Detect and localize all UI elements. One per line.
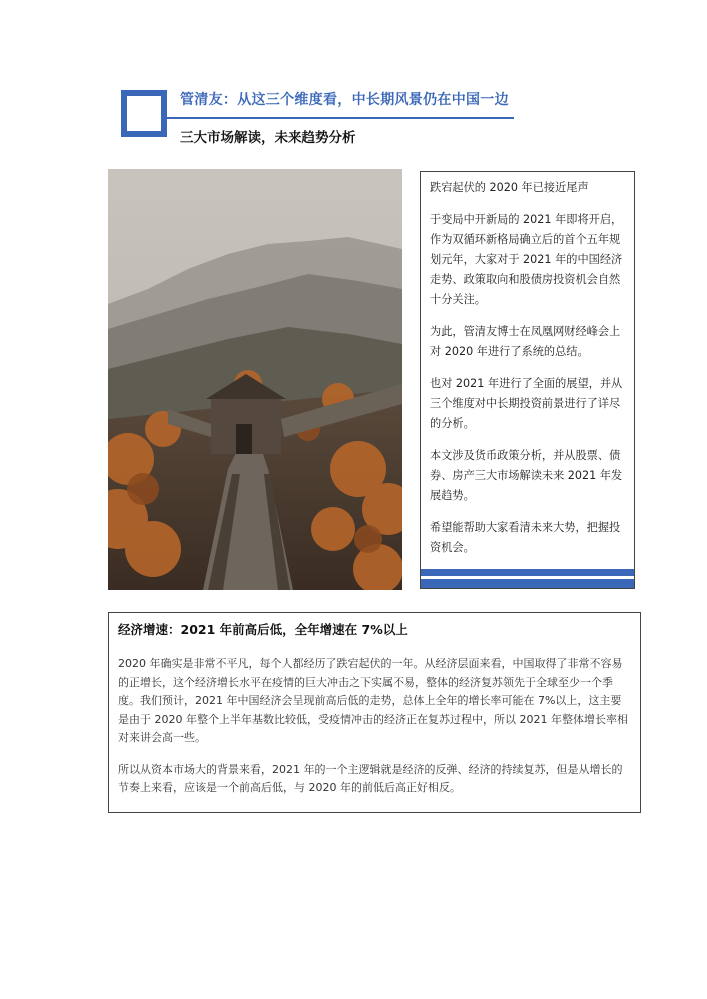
page-title: 管清友：从这三个维度看，中长期风景仍在中国一边 (180, 92, 509, 108)
intro-paragraph: 于变局中开新局的 2021 年即将开启，作为双循环新格局确立后的首个五年规划元年，大家对于 2021 年的中国经济走势、政策取向和股债房投资机会自然十分关注。 (430, 213, 623, 306)
economy-section (108, 612, 641, 813)
intro-paragraph: 本文涉及货币政策分析，并从股票、债券、房产三大市场解读未来 2021 年发展趋势。 (430, 449, 623, 502)
title-underline (167, 117, 514, 119)
intro-sidebar (420, 171, 635, 589)
section-body (118, 655, 632, 811)
intro-paragraph: 跌宕起伏的 2020 年已接近尾声 (430, 181, 589, 194)
great-wall-photo (108, 169, 402, 590)
intro-paragraph: 也对 2021 年进行了全面的展望，并从三个维度对中长期投资前景进行了详尽的分析。 (430, 377, 623, 430)
sidebar-accent-band (421, 579, 634, 588)
header-square-icon (121, 90, 167, 137)
intro-paragraph: 为此，管清友博士在凤凰网财经峰会上对 2020 年进行了系统的总结。 (430, 325, 621, 358)
page-subtitle: 三大市场解读，未来趋势分析 (180, 130, 356, 146)
body-paragraph: 2020 年确实是非常不平凡，每个人都经历了跌宕起伏的一年。从经济层面来看，中国取得了非常不容易的正增长，这个经济增长水平在疫情的巨大冲击之下实属不易，整体的经济复苏领先于全球至少一个季度。我们预计，2021 年中国经济会呈现前高后低的走势，总体上全年的增长率可能在 7%以上，这主要是由于 2020 年整个上半年基数比较低，受疫情冲击的经济正在复苏过程中，所以 2021 年整体增长率相对来讲会高一些。 (118, 657, 628, 744)
body-paragraph: 所以从资本市场大的背景来看，2021 年的一个主逻辑就是经济的反弹、经济的持续复苏，但是从增长的节奏上来看，应该是一个前高后低，与 2020 年的前低后高正好相反。 (118, 762, 623, 794)
section-heading: 经济增速：2021 年前高后低，全年增速在 7%以上 (118, 622, 408, 637)
sidebar-accent-band (421, 569, 634, 576)
intro-paragraph: 希望能帮助大家看清未来大势，把握投资机会。 (430, 521, 621, 554)
intro-text (430, 178, 628, 570)
